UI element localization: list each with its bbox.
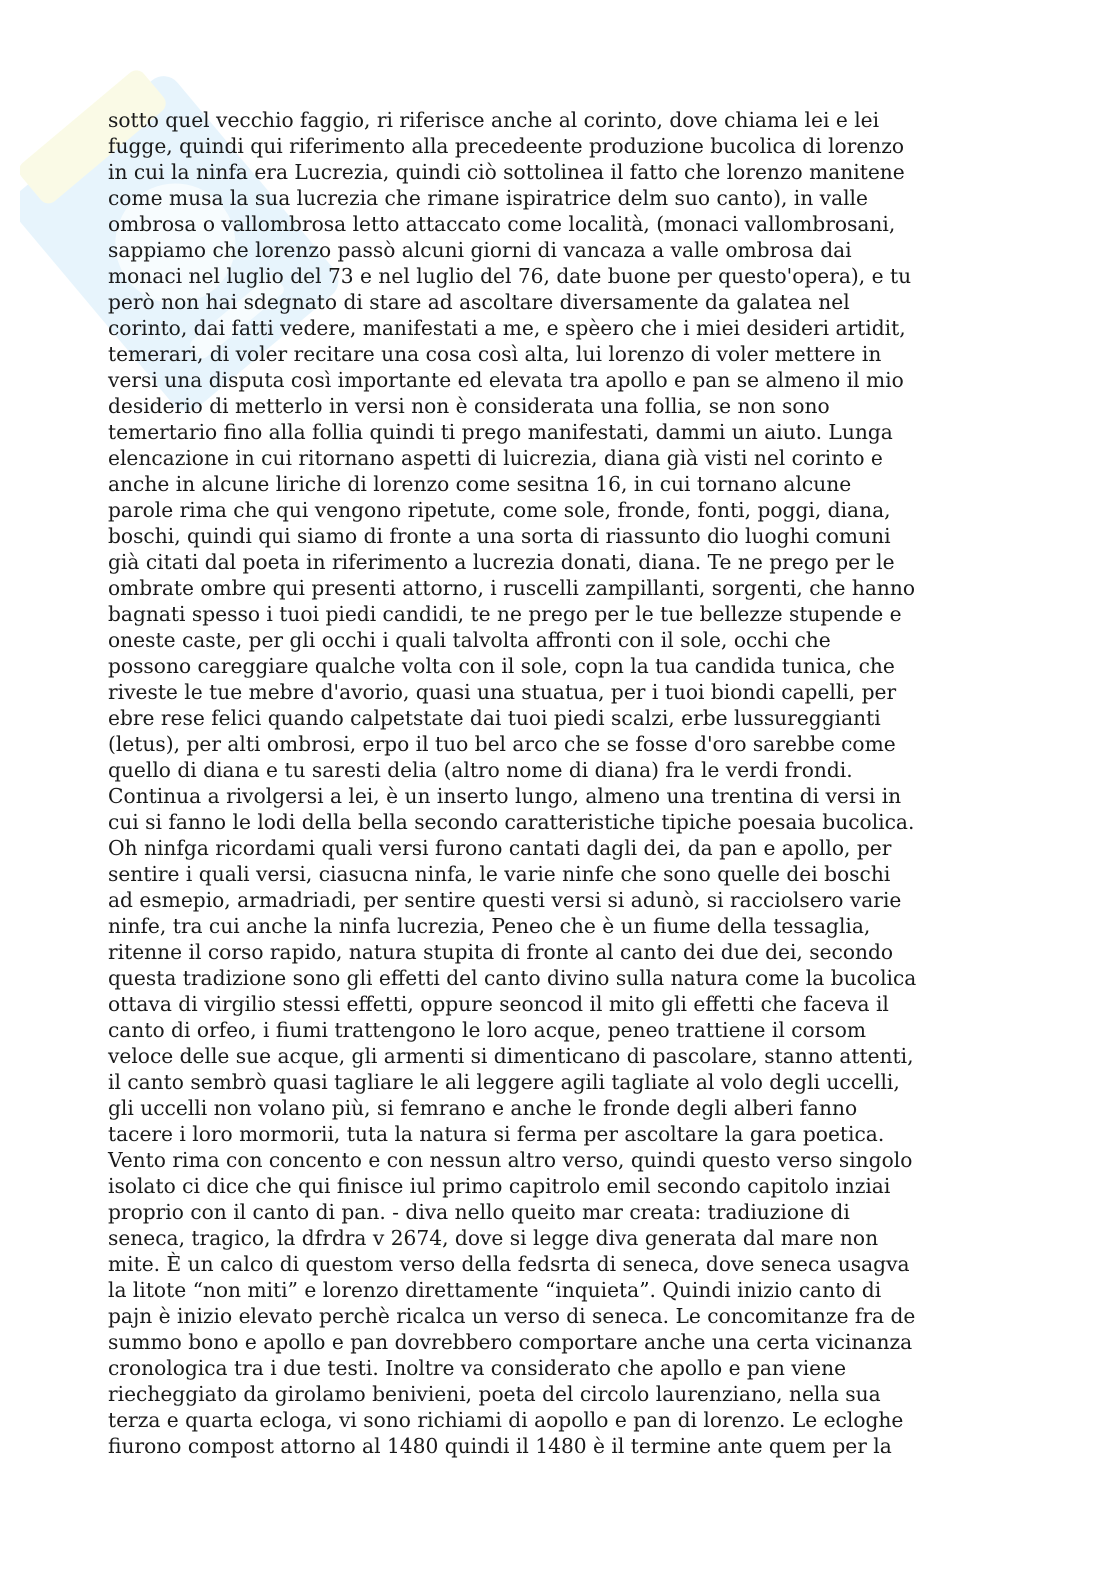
text-line: in cui la ninfa era Lucrezia, quindi ciò sottolinea il fatto che lorenzo manitene bbox=[108, 160, 905, 184]
text-line: corinto, dai fatti vedere, manifestati a me, e spèero che i miei desideri artidit, bbox=[108, 316, 906, 340]
text-line: oneste caste, per gli occhi i quali talvolta affronti con il sole, occhi che bbox=[108, 628, 831, 652]
text-line: questa tradizione sono gli effetti del canto divino sulla natura come la bucolica bbox=[108, 966, 917, 990]
text-line: come musa la sua lucrezia che rimane ispiratrice delm suo canto), in valle bbox=[108, 186, 868, 210]
text-line: quello di diana e tu saresti delia (altro nome di diana) fra le verdi frondi. bbox=[108, 758, 853, 782]
text-line: già citati dal poeta in riferimento a lucrezia donati, diana. Te ne prego per le bbox=[108, 550, 895, 574]
text-line: ombrosa o vallombrosa letto attaccato come località, (monaci vallombrosani, bbox=[108, 212, 896, 236]
text-line: canto di orfeo, i fiumi trattengono le loro acque, peneo trattiene il corsom bbox=[108, 1018, 866, 1042]
text-line: fugge, quindi qui riferimento alla precedeente produzione bucolica di lorenzo bbox=[108, 134, 905, 158]
text-line: ad esmepio, armadriadi, per sentire questi versi si adunò, si racciolsero varie bbox=[108, 888, 902, 912]
text-line: tacere i loro mormorii, tuta la natura si ferma per ascoltare la gara poetica. bbox=[108, 1122, 885, 1146]
text-line: parole rima che qui vengono ripetute, come sole, fronde, fonti, poggi, diana, bbox=[108, 498, 891, 522]
text-line: Vento rima con concento e con nessun altro verso, quindi questo verso singolo bbox=[108, 1148, 913, 1172]
text-line: bagnati spesso i tuoi piedi candidi, te ne prego per le tue bellezze stupende e bbox=[108, 602, 902, 626]
text-line: isolato ci dice che qui finisce iul primo capitrolo emil secondo capitolo inziai bbox=[108, 1174, 891, 1198]
text-line: gli uccelli non volano più, si femrano e anche le fronde degli alberi fanno bbox=[108, 1096, 858, 1120]
text-line: sentire i quali versi, ciasucna ninfa, le varie ninfe che sono quelle dei boschi bbox=[108, 862, 891, 886]
text-line: sappiamo che lorenzo passò alcuni giorni di vancaza a valle ombrosa dai bbox=[108, 238, 852, 262]
text-line: boschi, quindi qui siamo di fronte a una sorta di riassunto dio luoghi comuni bbox=[108, 524, 891, 548]
text-line: fiurono compost attorno al 1480 quindi il 1480 è il termine ante quem per la bbox=[108, 1434, 892, 1458]
text-line: cui si fanno le lodi della bella secondo caratteristiche tipiche poesaia bucolica. bbox=[108, 810, 915, 834]
text-line: proprio con il canto di pan. - diva nello queito mar creata: tradiuzione di bbox=[108, 1200, 850, 1224]
text-line: però non hai sdegnato di stare ad ascoltare diversamente da galatea nel bbox=[108, 290, 850, 314]
text-line: riveste le tue mebre d'avorio, quasi una stuatua, per i tuoi biondi capelli, per bbox=[108, 680, 897, 704]
text-line: elencazione in cui ritornano aspetti di luicrezia, diana già visti nel corinto e bbox=[108, 446, 883, 470]
text-line: anche in alcune liriche di lorenzo come sesitna 16, in cui tornano alcune bbox=[108, 472, 852, 496]
text-line: versi una disputa così importante ed elevata tra apollo e pan se almeno il mio bbox=[108, 368, 904, 392]
text-line: ottava di virgilio stessi effetti, oppure seoncod il mito gli effetti che faceva il bbox=[108, 992, 889, 1016]
text-line: seneca, tragico, la dfrdra v 2674, dove si legge diva generata dal mare non bbox=[108, 1226, 879, 1250]
text-line: ritenne il corso rapido, natura stupita di fronte al canto dei due dei, secondo bbox=[108, 940, 894, 964]
text-line: la litote “non miti” e lorenzo direttamente “inquieta”. Quindi inizio canto di bbox=[108, 1278, 882, 1302]
text-line: Oh ninfga ricordami quali versi furono cantati dagli dei, da pan e apollo, per bbox=[108, 836, 892, 860]
text-line: pajn è inizio elevato perchè ricalca un verso di seneca. Le concomitanze fra de bbox=[108, 1304, 916, 1328]
text-line: temerari, di voler recitare una cosa così alta, lui lorenzo di voler mettere in bbox=[108, 342, 882, 366]
text-line: temertario fino alla follia quindi ti prego manifestati, dammi un aiuto. Lunga bbox=[108, 420, 893, 444]
text-line: possono careggiare qualche volta con il sole, copn la tua candida tunica, che bbox=[108, 654, 895, 678]
text-line: veloce delle sue acque, gli armenti si dimenticano di pascolare, stanno attenti, bbox=[108, 1044, 914, 1068]
text-line: ninfe, tra cui anche la ninfa lucrezia, Peneo che è un fiume della tessaglia, bbox=[108, 914, 871, 938]
text-line: mite. È un calco di questom verso della fedsrta di seneca, dove seneca usagva bbox=[108, 1252, 910, 1276]
text-line: summo bono e apollo e pan dovrebbero comportare anche una certa vicinanza bbox=[108, 1330, 913, 1354]
text-line: ombrate ombre qui presenti attorno, i ruscelli zampillanti, sorgenti, che hanno bbox=[108, 576, 916, 600]
text-line: riecheggiato da girolamo benivieni, poeta del circolo laurenziano, nella sua bbox=[108, 1382, 881, 1406]
text-line: Continua a rivolgersi a lei, è un inserto lungo, almeno una trentina di versi in bbox=[108, 784, 902, 808]
text-line: monaci nel luglio del 73 e nel luglio del 76, date buone per questo'opera), e tu bbox=[108, 264, 912, 288]
text-line: desiderio di metterlo in versi non è considerata una follia, se non sono bbox=[108, 394, 830, 418]
text-line: ebre rese felici quando calpetstate dai tuoi piedi scalzi, erbe lussureggianti bbox=[108, 706, 881, 730]
document-text bbox=[108, 107, 1013, 1459]
text-line: il canto sembrò quasi tagliare le ali leggere agili tagliate al volo degli uccelli, bbox=[108, 1070, 900, 1094]
text-line: terza e quarta ecloga, vi sono richiami di aopollo e pan di lorenzo. Le ecloghe bbox=[108, 1408, 904, 1432]
text-line: (letus), per alti ombrosi, erpo il tuo bel arco che se fosse d'oro sarebbe come bbox=[108, 732, 896, 756]
text-line: cronologica tra i due testi. Inoltre va considerato che apollo e pan viene bbox=[108, 1356, 847, 1380]
text-line: sotto quel vecchio faggio, ri riferisce anche al corinto, dove chiama lei e lei bbox=[108, 108, 880, 132]
